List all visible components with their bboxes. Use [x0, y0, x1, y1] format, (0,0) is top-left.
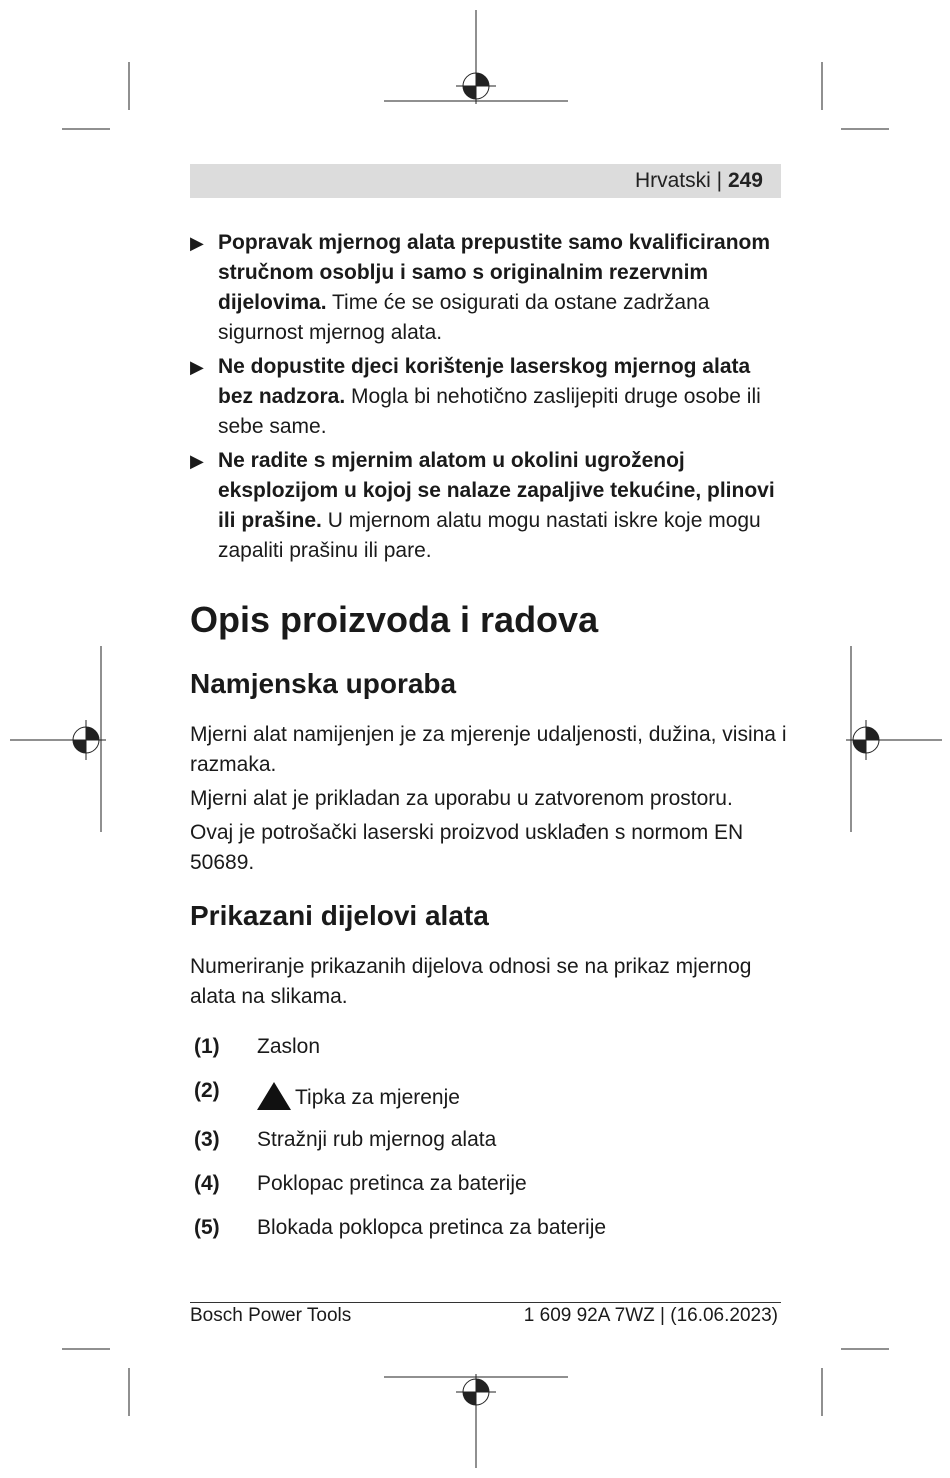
warning-text: Time će se osigurati da ostane zadržana sigurnost mjernog alata. — [218, 291, 710, 344]
warning-bold: Popravak mjernog alata prepustite samo kvalificiranom stručnom osoblju i samo s originalnim rezervnim dijelovima. — [218, 231, 771, 314]
footer-divider — [190, 1302, 781, 1303]
item-number: (1) — [194, 1035, 220, 1058]
list-item — [190, 1125, 790, 1155]
item-number: (4) — [194, 1172, 220, 1195]
footer-doc-id: 1 609 92A 7WZ | (16.06.2023) — [523, 1305, 778, 1326]
intended-use-paragraph: Mjerni alat je prikladan za uporabu u zatvorenom prostoru. — [190, 787, 733, 810]
bullet-triangle-icon: ▶ — [190, 451, 204, 471]
warning-bold: Ne dopustite djeci korištenje laserskog mjernog alata bez nadzora. — [218, 355, 751, 408]
components-intro: Numeriranje prikazanih dijelova odnosi se na prikaz mjernog alata na slikama. — [190, 955, 752, 1008]
header-separator: | — [716, 169, 723, 192]
bullet-triangle-icon: ▶ — [190, 233, 204, 253]
measure-triangle-icon — [257, 1082, 291, 1110]
components-list — [190, 1032, 790, 1243]
item-label: Blokada poklopca pretinca za baterije — [257, 1216, 607, 1239]
item-label: Poklopac pretinca za baterije — [257, 1172, 527, 1195]
header-language: Hrvatski — [634, 169, 711, 192]
item-label: Tipka za mjerenje — [295, 1086, 460, 1109]
page-number: 249 — [727, 169, 763, 192]
header-text — [635, 170, 763, 192]
list-item — [190, 1032, 790, 1062]
warning-text: Mogla bi nehotično zaslijepiti druge osobe ili sebe same. — [218, 385, 761, 438]
page-header — [190, 164, 781, 198]
components-heading: Prikazani dijelovi alata — [190, 900, 489, 931]
item-number: (3) — [194, 1128, 220, 1151]
intended-use-heading: Namjenska uporaba — [190, 668, 457, 699]
intended-use-paragraph: Mjerni alat namijenjen je za mjerenje udaljenosti, dužina, visina i razmaka. — [190, 723, 787, 776]
list-item — [190, 1213, 790, 1243]
item-label: Stražnji rub mjernog alata — [257, 1128, 497, 1151]
safety-warnings — [190, 228, 790, 570]
list-item — [190, 1076, 790, 1109]
section-title: Opis proizvoda i radova — [190, 599, 599, 640]
list-item — [190, 1169, 790, 1199]
warning-item — [190, 446, 790, 566]
intended-use-paragraph: Ovaj je potrošački laserski proizvod usklađen s normom EN 50689. — [190, 821, 744, 874]
warning-bold: Ne radite s mjernim alatom u okolini ugroženoj eksplozijom u kojoj se nalaze zapaljive tekućine, plinovi ili prašine. — [218, 449, 775, 532]
warning-text: U mjernom alatu mogu nastati iskre koje mogu zapaliti prašinu ili pare. — [218, 509, 761, 562]
item-number: (2) — [194, 1079, 220, 1102]
item-number: (5) — [194, 1216, 220, 1239]
footer-brand: Bosch Power Tools — [190, 1305, 352, 1326]
item-label: Zaslon — [257, 1035, 321, 1058]
warning-item — [190, 352, 790, 442]
item-label-group — [257, 1082, 460, 1113]
warning-item — [190, 228, 790, 348]
bullet-triangle-icon: ▶ — [190, 357, 204, 377]
